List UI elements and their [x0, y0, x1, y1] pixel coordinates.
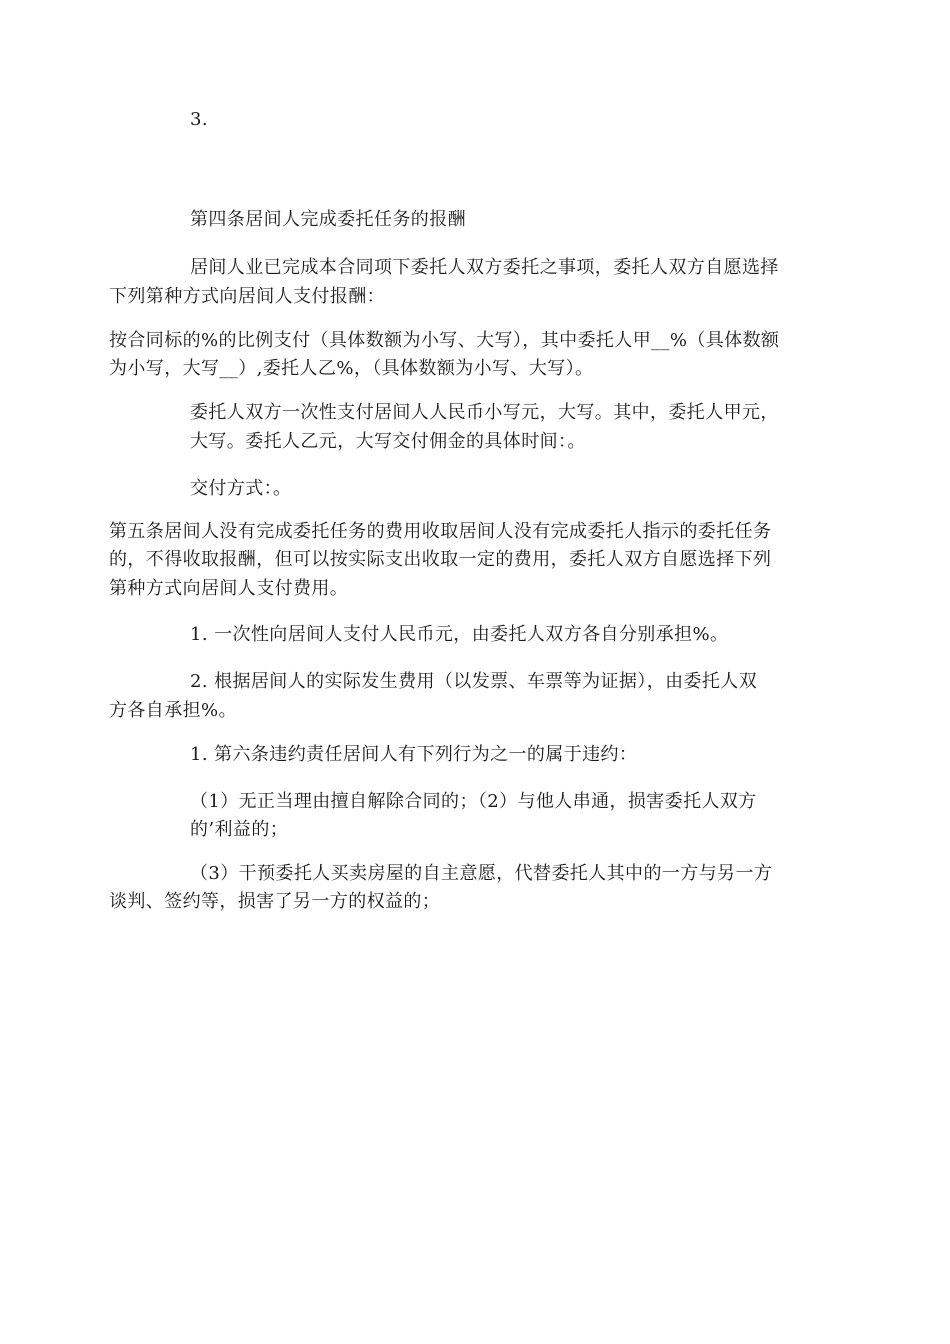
- article-4-paragraph-2-line-2: 为小写，大写__）,委托人乙%，（具体数额为小写、大写）。: [109, 358, 594, 379]
- article-6-item-3-line-1: （3）干预委托人买卖房屋的自主意愿，代替委托人其中的一方与另一方: [190, 863, 773, 884]
- article-5-option-1: 1. 一次性向居间人支付人民币元，由委托人双方各自分别承担%。: [190, 624, 729, 645]
- article-5-line-1: 第五条居间人没有完成委托任务的费用收取居间人没有完成委托人指示的委托任务: [109, 521, 772, 542]
- article-4-paragraph-1-line-2: 下列第种方式向居间人支付报酬：: [109, 286, 385, 307]
- article-5-option-2-line-1: 2. 根据居间人的实际发生费用（以发票、车票等为证据），由委托人双: [190, 671, 758, 692]
- article-5-option-2-line-2: 方各自承担%。: [109, 700, 237, 721]
- article-6-items-1-2-line-1: （1）无正当理由擅自解除合同的；（2）与他人串通，损害委托人双方: [190, 791, 757, 812]
- item-3-number: 3.: [190, 109, 208, 130]
- article-6-item-3-line-2: 谈判、签约等，损害了另一方的权益的；: [109, 891, 441, 912]
- article-4-paragraph-2-line-1: 按合同标的%的比例支付（具体数额为小写、大写），其中委托人甲__%（具体数额: [109, 330, 780, 351]
- article-6-items-1-2-line-2: 的’利益的；: [190, 819, 289, 840]
- article-4-payment-method: 交付方式：。: [190, 478, 292, 499]
- article-4-paragraph-3-line-1: 委托人双方一次性支付居间人人民币小写元，大写。其中，委托人甲元，: [190, 402, 779, 423]
- article-5-line-2: 的，不得收取报酬，但可以按实际支出收取一定的费用，委托人双方自愿选择下列: [109, 549, 772, 570]
- article-4-paragraph-3-line-2: 大写。委托人乙元，大写交付佣金的具体时间：。: [190, 431, 586, 452]
- article-6-title: 1. 第六条违约责任居间人有下列行为之一的属于违约：: [190, 744, 638, 765]
- article-4-paragraph-1-line-1: 居间人业已完成本合同项下委托人双方委托之事项，委托人双方自愿选择: [190, 257, 779, 278]
- article-5-line-3: 第种方式向居间人支付费用。: [109, 578, 349, 599]
- article-4-title: 第四条居间人完成委托任务的报酬: [190, 209, 466, 230]
